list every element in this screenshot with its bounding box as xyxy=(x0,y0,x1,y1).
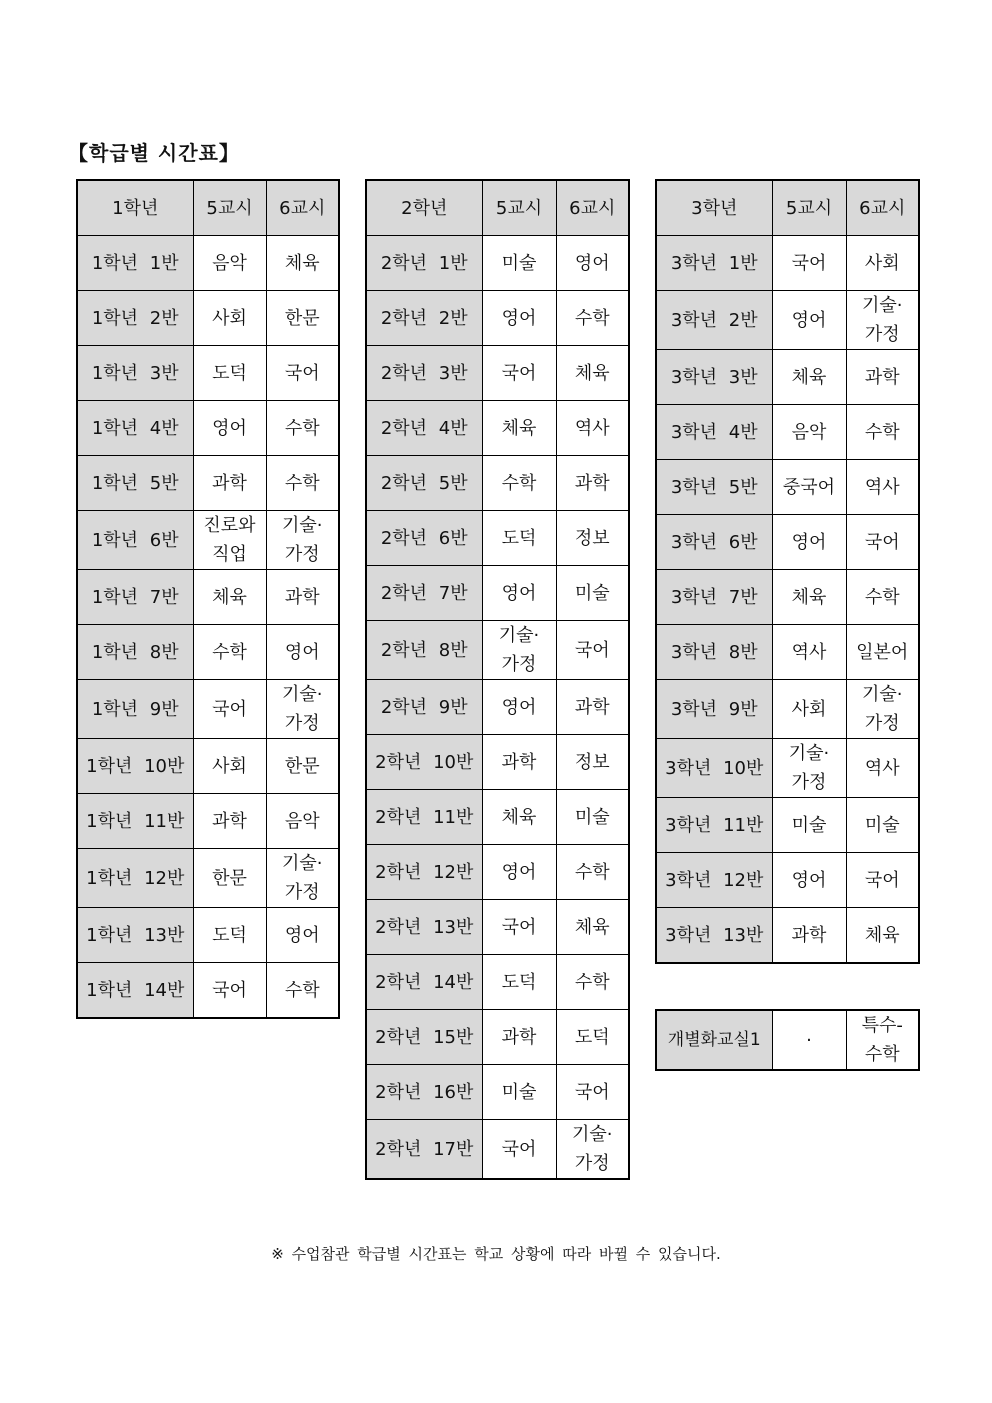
table-row xyxy=(366,511,629,566)
class-name-cell: 2학년 13반 xyxy=(366,900,482,955)
table-row xyxy=(656,405,919,460)
period-5-subject-cell: 체육 xyxy=(772,570,846,625)
period-5-subject-cell: 수학 xyxy=(482,456,556,511)
table-row xyxy=(656,798,919,853)
class-name-cell: 3학년 7반 xyxy=(656,570,772,625)
class-name-cell: 3학년 10반 xyxy=(656,739,772,798)
class-name-cell: 2학년 11반 xyxy=(366,790,482,845)
class-name-cell: 1학년 8반 xyxy=(77,625,193,680)
table-row xyxy=(77,625,339,680)
table-row xyxy=(366,346,629,401)
class-name-cell: 2학년 4반 xyxy=(366,401,482,456)
period-5-subject-cell: 영어 xyxy=(772,853,846,908)
class-name-cell: 2학년 7반 xyxy=(366,566,482,621)
period-6-subject-cell: 국어 xyxy=(266,346,339,401)
period-6-subject-cell: 미술 xyxy=(846,798,919,853)
grade-header-cell: 1학년 xyxy=(77,180,193,236)
table-row xyxy=(366,790,629,845)
grade-2-timetable xyxy=(365,179,630,1180)
period-6-subject-cell: 특수- 수학 xyxy=(846,1010,919,1070)
period-6-subject-cell: 기술· 가정 xyxy=(266,511,339,570)
period-5-subject-cell: 음악 xyxy=(772,405,846,460)
class-name-cell: 1학년 7반 xyxy=(77,570,193,625)
period-5-subject-cell: 체육 xyxy=(193,570,266,625)
class-name-cell: 2학년 12반 xyxy=(366,845,482,900)
period-header-cell: 5교시 xyxy=(193,180,266,236)
table-row xyxy=(656,1010,919,1070)
class-name-cell: 1학년 6반 xyxy=(77,511,193,570)
class-name-cell: 2학년 2반 xyxy=(366,291,482,346)
period-5-subject-cell: 중국어 xyxy=(772,460,846,515)
period-6-subject-cell: 한문 xyxy=(266,291,339,346)
period-6-subject-cell: 체육 xyxy=(556,346,629,401)
period-6-subject-cell: 기술· 가정 xyxy=(846,680,919,739)
class-name-cell: 1학년 4반 xyxy=(77,401,193,456)
class-name-cell: 2학년 15반 xyxy=(366,1010,482,1065)
period-6-subject-cell: 정보 xyxy=(556,511,629,566)
period-6-subject-cell: 사회 xyxy=(846,236,919,291)
period-6-subject-cell: 과학 xyxy=(556,456,629,511)
class-name-cell: 1학년 9반 xyxy=(77,680,193,739)
period-6-subject-cell: 과학 xyxy=(556,680,629,735)
class-name-cell: 2학년 8반 xyxy=(366,621,482,680)
period-6-subject-cell: 수학 xyxy=(846,570,919,625)
period-5-subject-cell: 사회 xyxy=(772,680,846,739)
special-class-timetable xyxy=(655,1009,920,1071)
period-6-subject-cell: 수학 xyxy=(556,845,629,900)
table-row xyxy=(656,739,919,798)
class-name-cell: 1학년 13반 xyxy=(77,908,193,963)
period-5-subject-cell: 음악 xyxy=(193,236,266,291)
table-row xyxy=(77,236,339,291)
period-6-subject-cell: 과학 xyxy=(846,350,919,405)
period-5-subject-cell: 역사 xyxy=(772,625,846,680)
class-name-cell: 3학년 4반 xyxy=(656,405,772,460)
period-6-subject-cell: 체육 xyxy=(846,908,919,964)
table-row xyxy=(366,621,629,680)
class-name-cell: 3학년 1반 xyxy=(656,236,772,291)
period-6-subject-cell: 도덕 xyxy=(556,1010,629,1065)
table-row xyxy=(366,566,629,621)
class-name-cell: 2학년 10반 xyxy=(366,735,482,790)
table-row xyxy=(656,853,919,908)
table-row xyxy=(656,350,919,405)
period-6-subject-cell: 일본어 xyxy=(846,625,919,680)
period-5-subject-cell: 과학 xyxy=(482,1010,556,1065)
table-row xyxy=(77,291,339,346)
table-row xyxy=(366,845,629,900)
table-row xyxy=(366,1120,629,1180)
class-name-cell: 1학년 2반 xyxy=(77,291,193,346)
period-6-subject-cell: 수학 xyxy=(266,963,339,1019)
class-name-cell: 3학년 6반 xyxy=(656,515,772,570)
table-row xyxy=(77,739,339,794)
period-5-subject-cell: 기술· 가정 xyxy=(772,739,846,798)
table-row xyxy=(77,849,339,908)
table-row xyxy=(656,291,919,350)
period-6-subject-cell: 국어 xyxy=(556,621,629,680)
period-5-subject-cell: 도덕 xyxy=(193,346,266,401)
table-row xyxy=(656,908,919,964)
table-row xyxy=(656,570,919,625)
table-row xyxy=(366,1065,629,1120)
period-6-subject-cell: 영어 xyxy=(556,236,629,291)
header-row xyxy=(366,180,629,236)
class-name-cell: 3학년 5반 xyxy=(656,460,772,515)
period-5-subject-cell: 사회 xyxy=(193,739,266,794)
class-name-cell: 2학년 1반 xyxy=(366,236,482,291)
class-name-cell: 1학년 5반 xyxy=(77,456,193,511)
period-6-subject-cell: 영어 xyxy=(266,625,339,680)
class-name-cell: 3학년 3반 xyxy=(656,350,772,405)
table-row xyxy=(366,735,629,790)
period-5-subject-cell: 국어 xyxy=(193,680,266,739)
period-5-subject-cell: 영어 xyxy=(482,680,556,735)
class-name-cell: 3학년 2반 xyxy=(656,291,772,350)
class-name-cell: 2학년 6반 xyxy=(366,511,482,566)
period-5-subject-cell: 체육 xyxy=(482,401,556,456)
period-6-subject-cell: 한문 xyxy=(266,739,339,794)
table-row xyxy=(77,794,339,849)
period-6-subject-cell: 영어 xyxy=(266,908,339,963)
footnote: ※ 수업참관 학급별 시간표는 학교 상황에 따라 바뀔 수 있습니다. xyxy=(271,1245,721,1263)
grade-header-cell: 2학년 xyxy=(366,180,482,236)
period-5-subject-cell: 과학 xyxy=(772,908,846,964)
period-5-subject-cell: 과학 xyxy=(482,735,556,790)
grade-1-timetable xyxy=(76,179,340,1019)
period-5-subject-cell: 미술 xyxy=(772,798,846,853)
class-name-cell: 2학년 16반 xyxy=(366,1065,482,1120)
period-5-subject-cell: 미술 xyxy=(482,1065,556,1120)
period-5-subject-cell: 체육 xyxy=(482,790,556,845)
period-5-subject-cell: 국어 xyxy=(772,236,846,291)
period-5-subject-cell: 영어 xyxy=(772,291,846,350)
class-name-cell: 1학년 12반 xyxy=(77,849,193,908)
class-name-cell: 1학년 3반 xyxy=(77,346,193,401)
period-5-subject-cell: 수학 xyxy=(193,625,266,680)
table-row xyxy=(656,460,919,515)
period-header-cell: 6교시 xyxy=(266,180,339,236)
period-6-subject-cell: 수학 xyxy=(266,456,339,511)
period-5-subject-cell: 영어 xyxy=(193,401,266,456)
period-6-subject-cell: 수학 xyxy=(846,405,919,460)
period-header-cell: 5교시 xyxy=(772,180,846,236)
period-header-cell: 6교시 xyxy=(556,180,629,236)
table-row xyxy=(77,346,339,401)
period-5-subject-cell: 한문 xyxy=(193,849,266,908)
class-name-cell: 3학년 13반 xyxy=(656,908,772,964)
period-6-subject-cell: 수학 xyxy=(556,955,629,1010)
period-5-subject-cell: 진로와 직업 xyxy=(193,511,266,570)
period-6-subject-cell: 체육 xyxy=(556,900,629,955)
period-5-subject-cell: 국어 xyxy=(482,900,556,955)
class-name-cell: 2학년 3반 xyxy=(366,346,482,401)
period-5-subject-cell: 기술· 가정 xyxy=(482,621,556,680)
table-row xyxy=(77,680,339,739)
period-5-subject-cell: 도덕 xyxy=(193,908,266,963)
period-6-subject-cell: 국어 xyxy=(846,515,919,570)
period-6-subject-cell: 과학 xyxy=(266,570,339,625)
class-name-cell: 3학년 11반 xyxy=(656,798,772,853)
table-row xyxy=(656,680,919,739)
period-6-subject-cell: 체육 xyxy=(266,236,339,291)
period-header-cell: 5교시 xyxy=(482,180,556,236)
table-row xyxy=(366,1010,629,1065)
class-name-cell: 3학년 9반 xyxy=(656,680,772,739)
period-5-subject-cell: 사회 xyxy=(193,291,266,346)
period-5-subject-cell: 과학 xyxy=(193,456,266,511)
class-name-cell: 2학년 14반 xyxy=(366,955,482,1010)
table-row xyxy=(77,511,339,570)
page-title: 【학급별 시간표】 xyxy=(68,141,240,165)
period-6-subject-cell: 수학 xyxy=(556,291,629,346)
header-row xyxy=(656,180,919,236)
period-6-subject-cell: 역사 xyxy=(846,460,919,515)
period-5-subject-cell: 미술 xyxy=(482,236,556,291)
period-5-subject-cell: 도덕 xyxy=(482,511,556,566)
table-row xyxy=(77,963,339,1019)
period-6-subject-cell: 기술· 가정 xyxy=(846,291,919,350)
period-5-subject-cell: 도덕 xyxy=(482,955,556,1010)
period-6-subject-cell: 역사 xyxy=(556,401,629,456)
class-name-cell: 1학년 11반 xyxy=(77,794,193,849)
class-name-cell: 1학년 14반 xyxy=(77,963,193,1019)
class-name-cell: 1학년 1반 xyxy=(77,236,193,291)
table-row xyxy=(366,955,629,1010)
period-5-subject-cell: 국어 xyxy=(482,1120,556,1180)
class-name-cell: 2학년 9반 xyxy=(366,680,482,735)
class-name-cell: 개별화교실1 xyxy=(656,1010,772,1070)
class-name-cell: 2학년 5반 xyxy=(366,456,482,511)
period-6-subject-cell: 미술 xyxy=(556,790,629,845)
period-6-subject-cell: 수학 xyxy=(266,401,339,456)
table-row xyxy=(77,908,339,963)
period-5-subject-cell: 영어 xyxy=(482,566,556,621)
table-row xyxy=(366,291,629,346)
period-5-subject-cell: 영어 xyxy=(482,291,556,346)
period-6-subject-cell: 정보 xyxy=(556,735,629,790)
table-row xyxy=(656,625,919,680)
period-6-subject-cell: 국어 xyxy=(846,853,919,908)
period-5-subject-cell: 영어 xyxy=(482,845,556,900)
table-row xyxy=(366,680,629,735)
table-row xyxy=(366,236,629,291)
class-name-cell: 3학년 12반 xyxy=(656,853,772,908)
table-row xyxy=(77,570,339,625)
grade-3-timetable xyxy=(655,179,920,964)
period-6-subject-cell: 기술· 가정 xyxy=(266,849,339,908)
period-6-subject-cell: 역사 xyxy=(846,739,919,798)
table-row xyxy=(366,401,629,456)
period-5-subject-cell: 국어 xyxy=(482,346,556,401)
period-5-subject-cell: 과학 xyxy=(193,794,266,849)
table-row xyxy=(77,401,339,456)
period-6-subject-cell: 미술 xyxy=(556,566,629,621)
table-row xyxy=(77,456,339,511)
class-name-cell: 1학년 10반 xyxy=(77,739,193,794)
table-row xyxy=(656,515,919,570)
period-5-subject-cell: 영어 xyxy=(772,515,846,570)
table-row xyxy=(366,900,629,955)
period-6-subject-cell: 기술· 가정 xyxy=(556,1120,629,1180)
class-name-cell: 3학년 8반 xyxy=(656,625,772,680)
table-row xyxy=(656,236,919,291)
period-6-subject-cell: 국어 xyxy=(556,1065,629,1120)
period-5-subject-cell: · xyxy=(772,1010,846,1070)
period-header-cell: 6교시 xyxy=(846,180,919,236)
period-6-subject-cell: 기술· 가정 xyxy=(266,680,339,739)
period-5-subject-cell: 체육 xyxy=(772,350,846,405)
period-6-subject-cell: 음악 xyxy=(266,794,339,849)
class-name-cell: 2학년 17반 xyxy=(366,1120,482,1180)
table-row xyxy=(366,456,629,511)
grade-header-cell: 3학년 xyxy=(656,180,772,236)
period-5-subject-cell: 국어 xyxy=(193,963,266,1019)
header-row xyxy=(77,180,339,236)
